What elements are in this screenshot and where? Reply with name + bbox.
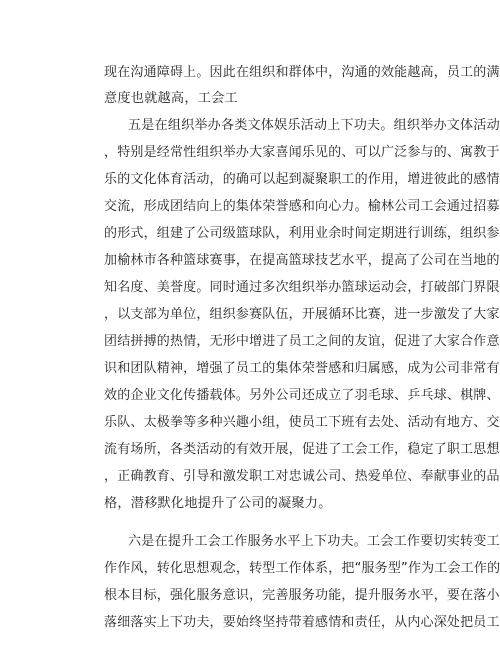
text-line-content: 根本目标，强化服务意识，完善服务功能，提升服务水平，要在落小 <box>104 588 500 603</box>
text-line <box>0 532 500 552</box>
text-line <box>0 586 500 606</box>
text-line <box>0 251 500 271</box>
text-line-content: ，正确教育、引导和激发职工对忠诚公司、热爱单位、奉献事业的品 <box>104 469 500 484</box>
text-line <box>0 440 500 460</box>
text-line-content: 识和团队精神，增强了员工的集体荣誉感和归属感，成为公司非常有 <box>104 361 500 376</box>
text-line-content: 的形式，组建了公司级篮球队，利用业余时间定期进行训练，组织参 <box>104 226 500 241</box>
text-line-content: 五是在组织举办各类文体娱乐活动上下功夫。组织举办文体活动 <box>128 118 500 133</box>
text-line-content: 作作风，转化思想观念，转型工作体系，把“服务型”作为工会工作的 <box>104 561 500 576</box>
text-line-content: 落细落实上下功夫，要始终坚持带着感情和责任，从内心深处把员工 <box>104 615 500 630</box>
text-line-content: 交流，形成团结向上的集体荣誉感和向心力。榆林公司工会通过招募 <box>104 199 500 214</box>
text-line-content: 现在沟通障碍上。因此在组织和群体中，沟通的效能越高，员工的满 <box>104 65 500 80</box>
text-line-content: 效的企业文化传播载体。另外公司还成立了羽毛球、乒乓球、棋牌、 <box>104 388 500 403</box>
text-line-content: ，特别是经常性组织举办大家喜闻乐见的、可以广泛参与的、寓教于 <box>104 145 500 160</box>
text-line <box>0 224 500 244</box>
text-line <box>0 494 500 514</box>
text-line <box>0 359 500 379</box>
text-line <box>0 332 500 352</box>
text-line-content: 意度也就越高，工会工 <box>104 91 238 106</box>
text-line <box>0 63 500 83</box>
text-line <box>0 170 500 190</box>
text-line-content: 流有场所，各类活动的有效开展，促进了工会工作，稳定了职工思想 <box>104 442 500 457</box>
text-line-content: 六是在提升工会工作服务水平上下功夫。工会工作要切实转变工 <box>128 534 500 549</box>
text-line <box>0 613 500 633</box>
text-line <box>0 386 500 406</box>
text-line <box>0 467 500 487</box>
text-line-content: 乐的文化体育活动，的确可以起到凝聚职工的作用，增进彼此的感情 <box>104 172 500 187</box>
text-line <box>0 559 500 579</box>
text-line <box>0 413 500 433</box>
text-line-content: ，以支部为单位，组织参赛队伍，开展循环比赛，进一步激发了大家 <box>104 307 500 322</box>
text-line <box>0 278 500 298</box>
text-line <box>0 89 500 109</box>
text-line-content: 知名度、美誉度。同时通过多次组织举办篮球运动会，打破部门界限 <box>104 280 500 295</box>
text-line <box>0 143 500 163</box>
text-line <box>0 116 500 136</box>
text-line <box>0 197 500 217</box>
text-line-content: 加榆林市各种篮球赛事，在提高篮球技艺水平，提高了公司在当地的 <box>104 253 500 268</box>
text-line-content: 乐队、太极拳等多种兴趣小组，使员工下班有去处、活动有地方、交 <box>104 415 500 430</box>
text-line-content: 格，潜移默化地提升了公司的凝聚力。 <box>104 496 332 511</box>
text-line-content: 团结拼搏的热情，无形中增进了员工之间的友谊，促进了大家合作意 <box>104 334 500 349</box>
text-line <box>0 305 500 325</box>
